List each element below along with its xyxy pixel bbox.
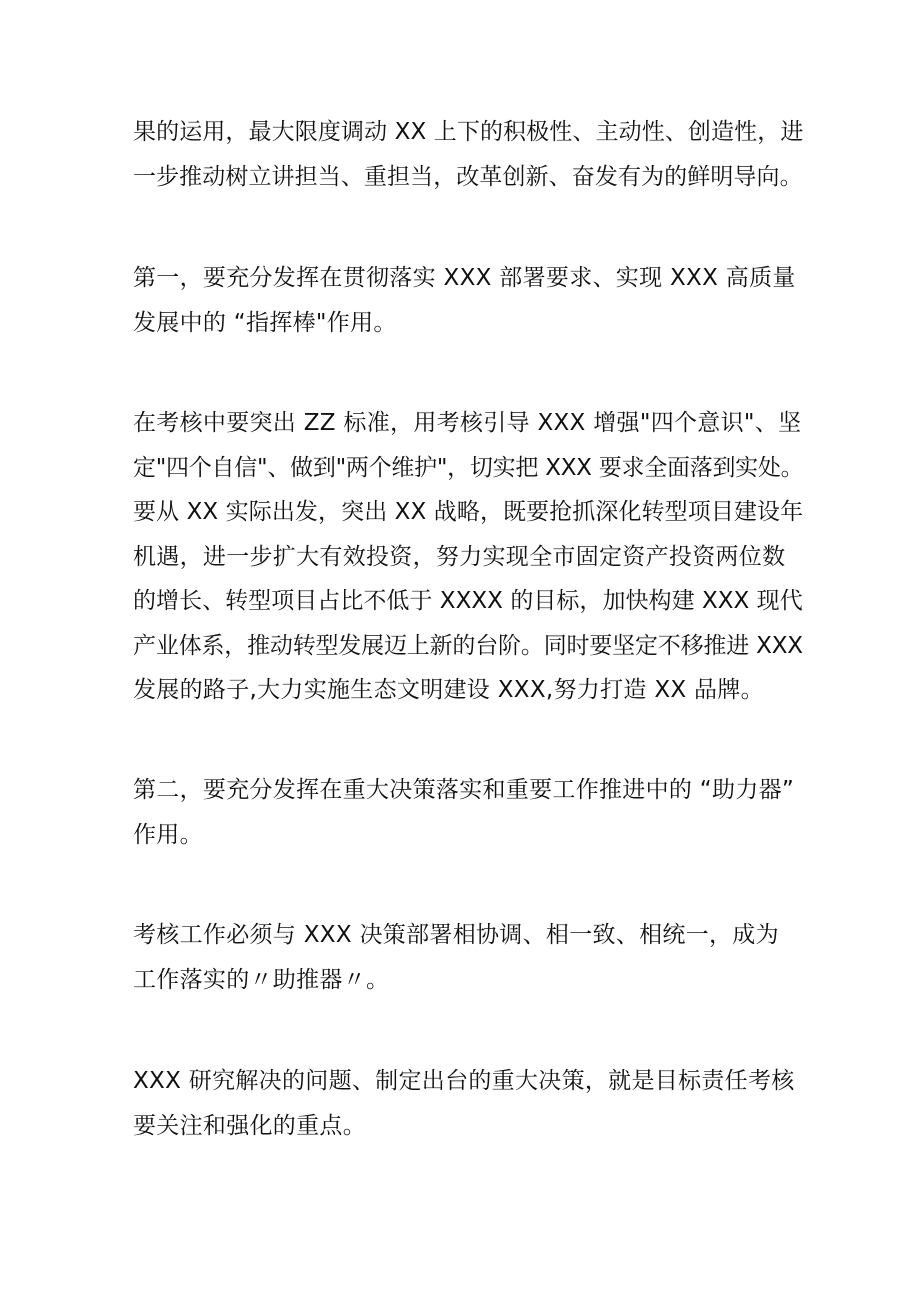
paragraph-2-heading: [133, 256, 803, 345]
paragraph-4-heading: [133, 768, 803, 857]
paragraph-6: [133, 1059, 803, 1148]
text-line: 果的运用，最大限度调动 XX 上下的积极性、主动性、创造性，进: [133, 119, 804, 145]
text-line: 的增长、转型项目占比不低于 XXXX 的目标，加快构建 XXX 现代: [133, 588, 803, 614]
text-line: XXX 研究解决的问题、制定出台的重大决策，就是目标责任考核: [133, 1068, 795, 1094]
text-line: 在考核中要突出 ZZ 标准，用考核引导 XXX 增强"四个意识"、坚: [133, 410, 802, 436]
text-line: 作用。: [133, 821, 203, 848]
text-line: 产业体系，推动转型发展迈上新的台阶。同时要坚定不移推进 XXX: [133, 632, 803, 659]
text-line: 发展的路子,大力实施生态文明建设 XXX,努力打造 XX 品牌。: [133, 677, 764, 703]
text-line: 工作落实的〃助推器〃。: [133, 966, 390, 993]
text-line: 要关注和强化的重点。: [133, 1112, 366, 1139]
text-line: 机遇，进一步扩大有效投资，努力实现全市固定资产投资两位数: [133, 543, 786, 570]
text-line: 第二，要充分发挥在重大决策落实和重要工作推进中的 “助力器”: [133, 777, 795, 803]
text-line: 定"四个自信"、做到"两个维护"，切实把 XXX 要求全面落到实处。: [133, 454, 804, 481]
text-line: 第一，要充分发挥在贯彻落实 XXX 部署要求、实现 XXX 高质量: [133, 265, 796, 291]
paragraph-1: [133, 110, 803, 199]
paragraph-3: [133, 401, 803, 713]
text-line: 要从 XX 实际出发，突出 XX 战略，既要抢抓深化转型项目建设年: [133, 499, 804, 525]
text-line: 考核工作必须与 XXX 决策部署相协调、相一致、相统一，成为: [133, 922, 779, 948]
paragraph-5: [133, 913, 803, 1002]
text-line: 一步推动树立讲担当、重担当，改革创新、奋发有为的鲜明导向。: [133, 163, 803, 190]
text-line: 发展中的 “指挥棒"作用。: [133, 309, 397, 336]
